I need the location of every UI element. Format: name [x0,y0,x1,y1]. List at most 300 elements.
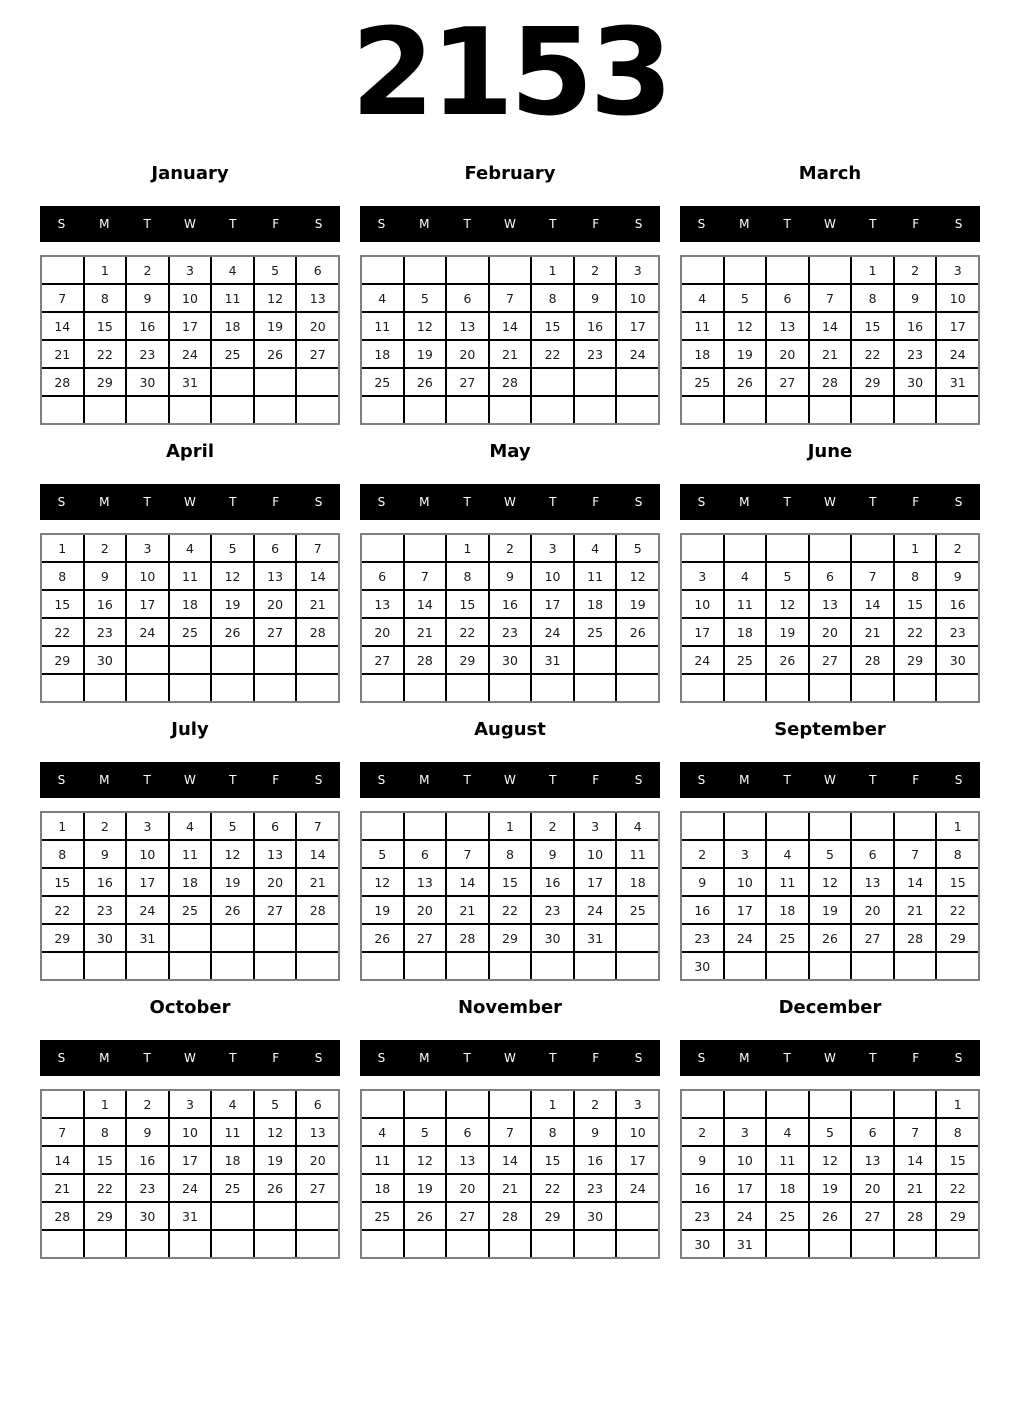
date-cell: 25 [767,925,808,951]
month-grid [680,533,980,703]
date-cell: 21 [895,1175,936,1201]
year-title: 2153 [351,4,669,143]
date-cell: 7 [490,285,531,311]
date-cell: 26 [405,369,446,395]
empty-cell [42,1091,83,1117]
day-header-cell: T [143,495,151,509]
date-cell: 14 [447,869,488,895]
date-cell: 31 [575,925,616,951]
empty-cell [212,675,253,701]
empty-cell [42,257,83,283]
date-cell: 26 [405,1203,446,1229]
empty-cell [212,1203,253,1229]
date-cell: 24 [937,341,978,367]
date-cell: 17 [682,619,723,645]
day-header-cell: M [419,217,430,231]
date-cell: 22 [447,619,488,645]
date-cell: 7 [42,285,83,311]
empty-cell [42,397,83,423]
empty-cell [405,675,446,701]
date-cell: 24 [532,619,573,645]
date-cell: 16 [937,591,978,617]
date-cell: 6 [810,563,851,589]
date-cell: 9 [490,563,531,589]
date-cell: 2 [575,257,616,283]
day-header-cell: S [377,1051,386,1065]
date-cell: 12 [255,285,296,311]
date-cell: 16 [127,1147,168,1173]
date-cell: 2 [937,535,978,561]
empty-cell [617,1231,658,1257]
date-cell: 16 [682,897,723,923]
empty-cell [767,1231,808,1257]
day-header-cell: M [739,217,750,231]
date-cell: 22 [85,341,126,367]
day-header-cell: F [592,217,600,231]
empty-cell [405,1231,446,1257]
day-header-cell: T [549,217,557,231]
date-cell: 21 [490,1175,531,1201]
date-cell: 23 [895,341,936,367]
day-header-cell: S [634,495,643,509]
date-cell: 27 [767,369,808,395]
empty-cell [895,953,936,979]
empty-cell [170,675,211,701]
date-cell: 12 [255,1119,296,1145]
empty-cell [212,397,253,423]
date-cell: 20 [810,619,851,645]
empty-cell [405,397,446,423]
month-grid [40,811,340,981]
day-header-cell: M [99,773,110,787]
date-cell: 20 [297,1147,338,1173]
month-grid [360,811,660,981]
day-header-cell: T [229,1051,237,1065]
date-cell: 20 [447,1175,488,1201]
date-cell: 8 [532,285,573,311]
date-cell: 16 [532,869,573,895]
date-cell: 12 [405,313,446,339]
day-header-cell: M [739,1051,750,1065]
day-header-cell: S [314,773,323,787]
month-block [680,164,980,425]
date-cell: 2 [127,1091,168,1117]
date-cell: 28 [447,925,488,951]
day-header [40,206,340,242]
date-cell: 11 [725,591,766,617]
day-header-cell: T [783,495,791,509]
date-cell: 13 [767,313,808,339]
date-cell: 30 [127,369,168,395]
date-cell: 28 [405,647,446,673]
empty-cell [297,953,338,979]
empty-cell [447,1231,488,1257]
date-cell: 1 [532,1091,573,1117]
date-cell: 30 [682,1231,723,1257]
month-grid [360,1089,660,1259]
month-grid [40,1089,340,1259]
empty-cell [810,257,851,283]
date-cell: 17 [617,1147,658,1173]
date-cell: 7 [297,813,338,839]
empty-cell [617,925,658,951]
date-cell: 1 [852,257,893,283]
date-cell: 20 [852,1175,893,1201]
day-header-cell: W [824,495,836,509]
date-cell: 4 [170,813,211,839]
date-cell: 30 [85,647,126,673]
empty-cell [682,1091,723,1117]
empty-cell [852,1091,893,1117]
date-cell: 3 [127,813,168,839]
date-cell: 5 [617,535,658,561]
day-header-cell: T [229,495,237,509]
date-cell: 16 [490,591,531,617]
date-cell: 22 [532,341,573,367]
date-cell: 31 [170,1203,211,1229]
day-header [680,206,980,242]
date-cell: 24 [170,1175,211,1201]
date-cell: 5 [212,535,253,561]
date-cell: 8 [895,563,936,589]
day-header [360,206,660,242]
date-cell: 5 [405,285,446,311]
date-cell: 4 [617,813,658,839]
empty-cell [725,813,766,839]
date-cell: 19 [405,1175,446,1201]
date-cell: 21 [42,1175,83,1201]
date-cell: 24 [170,341,211,367]
month-block [680,720,980,981]
empty-cell [362,535,403,561]
date-cell: 16 [575,313,616,339]
date-cell: 4 [682,285,723,311]
empty-cell [362,1091,403,1117]
date-cell: 9 [127,285,168,311]
date-cell: 29 [85,1203,126,1229]
date-cell: 13 [405,869,446,895]
date-cell: 25 [682,369,723,395]
empty-cell [682,675,723,701]
month-block [360,720,660,981]
date-cell: 24 [127,897,168,923]
date-cell: 25 [362,1203,403,1229]
date-cell: 3 [127,535,168,561]
empty-cell [937,1231,978,1257]
date-cell: 17 [725,897,766,923]
date-cell: 2 [895,257,936,283]
date-cell: 4 [170,535,211,561]
date-cell: 26 [725,369,766,395]
empty-cell [362,953,403,979]
day-header [40,484,340,520]
date-cell: 22 [852,341,893,367]
day-header-cell: S [57,217,66,231]
date-cell: 15 [42,869,83,895]
date-cell: 29 [42,925,83,951]
empty-cell [767,257,808,283]
empty-cell [490,675,531,701]
date-cell: 15 [937,869,978,895]
date-cell: 23 [490,619,531,645]
empty-cell [617,1203,658,1229]
date-cell: 13 [362,591,403,617]
date-cell: 14 [895,869,936,895]
date-cell: 30 [895,369,936,395]
day-header-cell: T [143,217,151,231]
day-header-cell: M [99,217,110,231]
date-cell: 10 [725,1147,766,1173]
empty-cell [362,397,403,423]
empty-cell [127,397,168,423]
date-cell: 20 [297,313,338,339]
month-block [680,998,980,1259]
day-header [680,762,980,798]
date-cell: 21 [297,591,338,617]
date-cell: 4 [725,563,766,589]
date-cell: 13 [297,285,338,311]
empty-cell [852,1231,893,1257]
day-header-cell: T [783,217,791,231]
date-cell: 4 [767,1119,808,1145]
date-cell: 7 [895,841,936,867]
date-cell: 25 [767,1203,808,1229]
date-cell: 3 [575,813,616,839]
empty-cell [362,675,403,701]
day-header-cell: T [143,773,151,787]
day-header [360,484,660,520]
date-cell: 4 [212,257,253,283]
empty-cell [575,1231,616,1257]
date-cell: 27 [255,897,296,923]
empty-cell [447,675,488,701]
empty-cell [895,813,936,839]
day-header-cell: W [504,1051,516,1065]
empty-cell [170,953,211,979]
date-cell: 6 [362,563,403,589]
day-header-cell: F [912,773,920,787]
month-name: December [778,997,882,1018]
month-block [40,164,340,425]
empty-cell [810,813,851,839]
empty-cell [127,1231,168,1257]
month-grid [40,533,340,703]
date-cell: 8 [937,1119,978,1145]
empty-cell [85,1231,126,1257]
day-header-cell: T [869,495,877,509]
day-header-cell: M [739,495,750,509]
day-header-cell: W [504,773,516,787]
day-header-cell: F [592,773,600,787]
day-header-cell: S [634,217,643,231]
date-cell: 28 [852,647,893,673]
day-header-cell: S [377,773,386,787]
date-cell: 29 [852,369,893,395]
date-cell: 2 [682,841,723,867]
date-cell: 8 [937,841,978,867]
date-cell: 27 [810,647,851,673]
date-cell: 29 [447,647,488,673]
date-cell: 17 [937,313,978,339]
day-header [680,484,980,520]
day-header-cell: M [99,1051,110,1065]
day-header-cell: F [272,217,280,231]
empty-cell [255,925,296,951]
day-header-cell: S [697,1051,706,1065]
day-header-cell: T [463,1051,471,1065]
date-cell: 1 [447,535,488,561]
date-cell: 10 [617,285,658,311]
empty-cell [575,953,616,979]
date-cell: 19 [725,341,766,367]
day-header-cell: S [954,495,963,509]
empty-cell [297,1203,338,1229]
empty-cell [170,397,211,423]
date-cell: 19 [810,897,851,923]
month-block [360,164,660,425]
empty-cell [127,675,168,701]
date-cell: 12 [810,869,851,895]
month-grid [360,255,660,425]
empty-cell [937,675,978,701]
date-cell: 7 [405,563,446,589]
empty-cell [810,953,851,979]
date-cell: 17 [532,591,573,617]
date-cell: 30 [490,647,531,673]
month-name: April [165,441,215,462]
empty-cell [725,675,766,701]
empty-cell [725,1091,766,1117]
empty-cell [617,953,658,979]
date-cell: 31 [937,369,978,395]
date-cell: 5 [767,563,808,589]
day-header-cell: M [419,1051,430,1065]
date-cell: 15 [852,313,893,339]
day-header [360,1040,660,1076]
date-cell: 24 [575,897,616,923]
date-cell: 10 [532,563,573,589]
date-cell: 21 [810,341,851,367]
date-cell: 27 [297,341,338,367]
date-cell: 9 [575,285,616,311]
day-header-cell: W [504,217,516,231]
day-header-cell: T [549,1051,557,1065]
month-block [360,442,660,703]
day-header-cell: S [634,1051,643,1065]
date-cell: 23 [85,619,126,645]
empty-cell [852,813,893,839]
date-cell: 9 [575,1119,616,1145]
day-header-cell: S [377,495,386,509]
date-cell: 7 [42,1119,83,1145]
date-cell: 27 [447,369,488,395]
month-block [40,998,340,1259]
empty-cell [212,647,253,673]
date-cell: 22 [895,619,936,645]
date-cell: 4 [362,1119,403,1145]
date-cell: 25 [575,619,616,645]
date-cell: 8 [532,1119,573,1145]
date-cell: 2 [490,535,531,561]
empty-cell [575,647,616,673]
date-cell: 17 [725,1175,766,1201]
date-cell: 10 [170,1119,211,1145]
date-cell: 16 [85,869,126,895]
month-block [40,442,340,703]
empty-cell [255,1231,296,1257]
months-grid [0,164,1020,1259]
date-cell: 3 [617,1091,658,1117]
empty-cell [810,397,851,423]
date-cell: 22 [532,1175,573,1201]
date-cell: 23 [937,619,978,645]
date-cell: 5 [212,813,253,839]
date-cell: 18 [725,619,766,645]
date-cell: 8 [42,841,83,867]
date-cell: 17 [617,313,658,339]
date-cell: 6 [255,813,296,839]
empty-cell [297,647,338,673]
date-cell: 29 [42,647,83,673]
empty-cell [532,953,573,979]
empty-cell [532,675,573,701]
date-cell: 17 [170,313,211,339]
date-cell: 18 [170,869,211,895]
empty-cell [490,1231,531,1257]
empty-cell [810,1231,851,1257]
date-cell: 26 [810,925,851,951]
date-cell: 1 [490,813,531,839]
empty-cell [682,813,723,839]
date-cell: 22 [42,897,83,923]
date-cell: 27 [447,1203,488,1229]
date-cell: 28 [895,1203,936,1229]
empty-cell [85,675,126,701]
date-cell: 16 [575,1147,616,1173]
day-header [40,762,340,798]
date-cell: 1 [532,257,573,283]
empty-cell [490,953,531,979]
date-cell: 14 [852,591,893,617]
date-cell: 21 [852,619,893,645]
date-cell: 11 [617,841,658,867]
date-cell: 24 [617,341,658,367]
date-cell: 27 [852,1203,893,1229]
day-header-cell: F [272,1051,280,1065]
day-header-cell: T [463,495,471,509]
date-cell: 1 [937,1091,978,1117]
day-header-cell: W [824,1051,836,1065]
date-cell: 7 [447,841,488,867]
date-cell: 28 [297,897,338,923]
date-cell: 28 [895,925,936,951]
empty-cell [852,675,893,701]
date-cell: 10 [127,563,168,589]
date-cell: 11 [170,841,211,867]
date-cell: 5 [255,1091,296,1117]
date-cell: 3 [725,841,766,867]
date-cell: 4 [362,285,403,311]
date-cell: 21 [490,341,531,367]
date-cell: 31 [725,1231,766,1257]
date-cell: 18 [170,591,211,617]
date-cell: 11 [170,563,211,589]
date-cell: 16 [895,313,936,339]
date-cell: 26 [810,1203,851,1229]
date-cell: 12 [767,591,808,617]
date-cell: 2 [682,1119,723,1145]
date-cell: 22 [490,897,531,923]
